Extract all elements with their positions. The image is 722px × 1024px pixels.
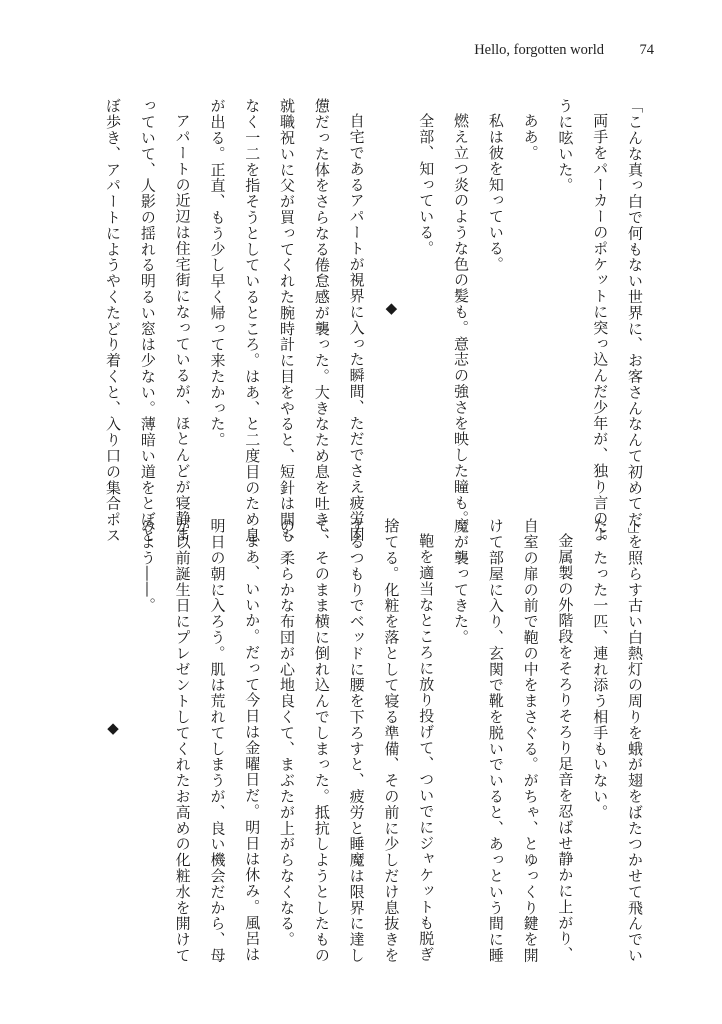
text-line: 就職祝いに父が買ってくれた腕時計に目をやると、短針は間も xyxy=(278,98,297,544)
text-block-top xyxy=(92,98,652,544)
text-line: 「こんな真っ白で何もない世界に、お客さんなんて初めてだ」 xyxy=(626,98,644,544)
text-line: ああ。 xyxy=(521,113,540,161)
section-break-diamond: ◆ xyxy=(104,718,123,738)
text-line: 燃え立つ炎のような色の髪も。意志の強さを映した瞳も。 xyxy=(452,113,471,527)
section-break-diamond: ◆ xyxy=(382,298,401,318)
text-line: 全部、知っている。 xyxy=(417,113,436,257)
text-line: が出る。正直、もう少し早く帰って来たかった。 xyxy=(208,98,227,448)
text-line: 憊だった体をさらなる倦怠感が襲った。大きなため息を吐き、 xyxy=(312,98,331,544)
text-line: て、そのまま横に倒れ込んでしまった。抵抗しようとしたもの xyxy=(312,518,331,964)
text-line: 金属製の外階段をそろりそろり足音を忍ばせ静かに上がり、 xyxy=(556,533,575,963)
text-block-bottom xyxy=(92,518,652,964)
text-line: 鞄を適当なところに放り投げて、ついでにジャケットも脱ぎ xyxy=(417,533,436,963)
text-line: 捨てる。化粧を落として寝る準備、その前に少しだけ息抜きを xyxy=(382,518,401,964)
text-line: 両手をパーカーのポケットに突っ込んだ少年が、独り言のよ xyxy=(591,113,610,543)
text-line: の、柔らかな布団が心地良くて、まぶたが上がらなくなる。 xyxy=(278,518,297,948)
text-line: けて部屋に入り、玄関で靴を脱いでいると、あっという間に睡 xyxy=(486,518,505,964)
text-line: 自室の扉の前で鞄の中をまさぐる。がちゃ、とゆっくり鍵を開 xyxy=(521,518,540,964)
text-line: 明日の朝に入ろう。肌は荒れてしまうが、良い機会だから、母 xyxy=(208,518,227,964)
text-line: するつもりでベッドに腰を下ろすと、疲労と睡魔は限界に達し xyxy=(347,518,366,964)
text-line: なく一二を指そうとしているところ。はあ、と二度目のため息 xyxy=(243,98,262,544)
text-line: 魔が襲ってきた。 xyxy=(452,518,471,646)
text-line: まあ、いいか。だって今日は金曜日だ。明日は休み。風呂は xyxy=(243,533,262,963)
text-line: アパートの近辺は住宅街になっているが、ほとんどが寝静ま xyxy=(173,113,192,543)
page-number: 74 xyxy=(639,42,654,58)
text-line: っていて、人影の揺れる明るい窓は少ない。薄暗い道をとぼと xyxy=(138,98,157,544)
page-header xyxy=(0,42,722,66)
text-line: 私は彼を知っている。 xyxy=(486,113,505,272)
text-line: ぼ歩き、アパートにようやくたどり着くと、入り口の集合ポス xyxy=(104,98,123,544)
running-title: Hello, forgotten world xyxy=(474,42,604,58)
text-line: が以前誕生日にプレゼントしてくれたお高めの化粧水を開けて xyxy=(173,518,192,964)
text-line: た。たった一匹、連れ添う相手もいない。 xyxy=(591,518,610,821)
text-line: 自宅であるアパートが視界に入った瞬間、ただでさえ疲労困 xyxy=(347,113,366,543)
text-line: トを照らす古い白熱灯の周りを蛾が翅をばたつかせて飛んでい xyxy=(626,518,644,964)
text-line: みよう――。 xyxy=(138,518,157,614)
text-line: うに呟いた。 xyxy=(556,98,575,194)
